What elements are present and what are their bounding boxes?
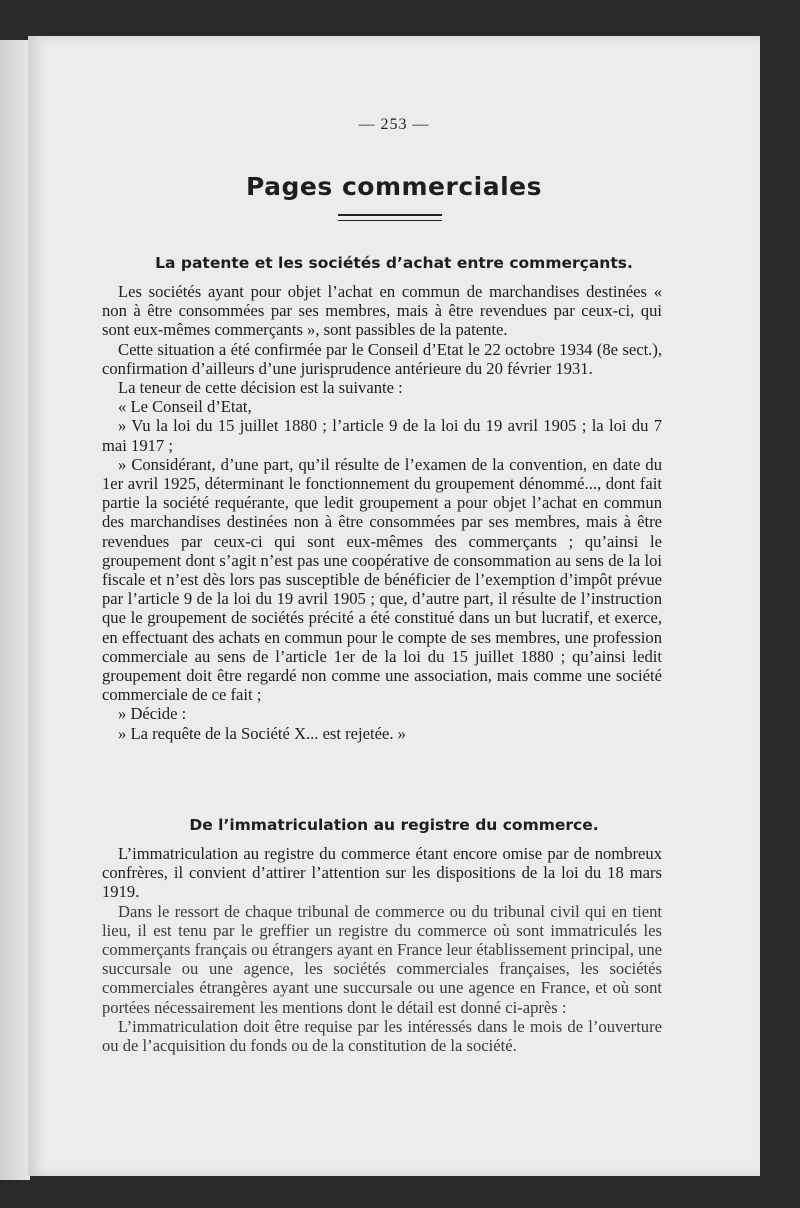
section-heading-patente: La patente et les sociétés d’achat entre commerçants. <box>155 254 633 272</box>
quote-paragraph: « Le Conseil d’Etat, <box>118 397 252 417</box>
paragraph: Cette situation a été confirmée par le Conseil d’Etat le 22 octobre 1934 (8e sect.), confirmation d’ailleurs d’une jurisprudence antérieure du 20 février 1931. <box>102 339 662 378</box>
section-body-immatriculation <box>102 844 662 1055</box>
document-page <box>28 36 760 1176</box>
title-underline <box>338 214 442 221</box>
page-title: Pages commerciales <box>246 172 542 201</box>
quote-paragraph: » Vu la loi du 15 juillet 1880 ; l’article 9 de la loi du 19 avril 1905 ; la loi du 7 mai 1917 ; <box>102 416 662 455</box>
section-body-patente <box>102 282 662 743</box>
paragraph: L’immatriculation doit être requise par les intéressés dans le mois de l’ouverture ou de l’acquisition du fonds ou de la constitution de la société. <box>102 1016 662 1056</box>
quote-paragraph: » La requête de la Société X... est rejetée. » <box>118 723 406 743</box>
paragraph: L’immatriculation au registre du commerce étant encore omise par de nombreux confrères, il convient d’attirer l’attention sur les dispositions de la loi du 18 mars 1919. <box>102 844 662 902</box>
paragraph: Les sociétés ayant pour objet l’achat en commun de marchandises destinées « non à être consommées par ses membres, mais à être revendues par ceux-ci, qui sont eux-mêmes commerçants », sont passibles de la patente. <box>102 282 662 340</box>
quote-paragraph: » Décide : <box>118 704 187 724</box>
page-number: — 253 — <box>358 116 430 133</box>
quote-paragraph: » Considérant, d’une part, qu’il résulte de l’examen de la convention, en date du 1er avril 1925, déterminant le fonctionnement du groupement dénommé..., dont fait partie la société requérante, que ledit groupement a pour objet l’achat en commun des marchandises destinées non à être consommées par ses membres, mais à être revendues par ceux-ci qui sont eux-mêmes des commerçants ; qu’ainsi le groupement dont s’agit n’est pas une coopérative de consommation au sens de la loi fiscale et n’est dès lors pas susceptible de bénéficier de l’exemption d’impôt prévue par l’article 9 de la loi du 19 avril 1905 ; que, d’autre part, il résulte de l’instruction que le groupement de sociétés précité a été constitué dans un but lucratif, et exerce, en effectuant des achats en commun pour le compte de ses membres, une profession commerciale au sens de l’article 1er de la loi du 15 juillet 1880 ; qu’ainsi ledit groupement doit être regardé non comme une association, mais comme une société commerciale de ce fait ; <box>102 454 662 705</box>
paragraph: Dans le ressort de chaque tribunal de commerce ou du tribunal civil qui en tient lieu, il est tenu par le greffier un registre du commerce où sont immatriculés les commerçants français ou étrangers ayant en France leur établissement principal, une succursale ou une agence, les sociétés commerciales françaises, les sociétés commerciales étrangères ayant une succursale ou une agence en France, et où sont portées nécessairement les mentions dont le détail est donné ci-après : <box>102 901 662 1017</box>
paragraph: La teneur de cette décision est la suivante : <box>118 378 403 398</box>
section-heading-immatriculation: De l’immatriculation au registre du commerce. <box>189 816 599 834</box>
facing-page-edge <box>0 40 30 1180</box>
